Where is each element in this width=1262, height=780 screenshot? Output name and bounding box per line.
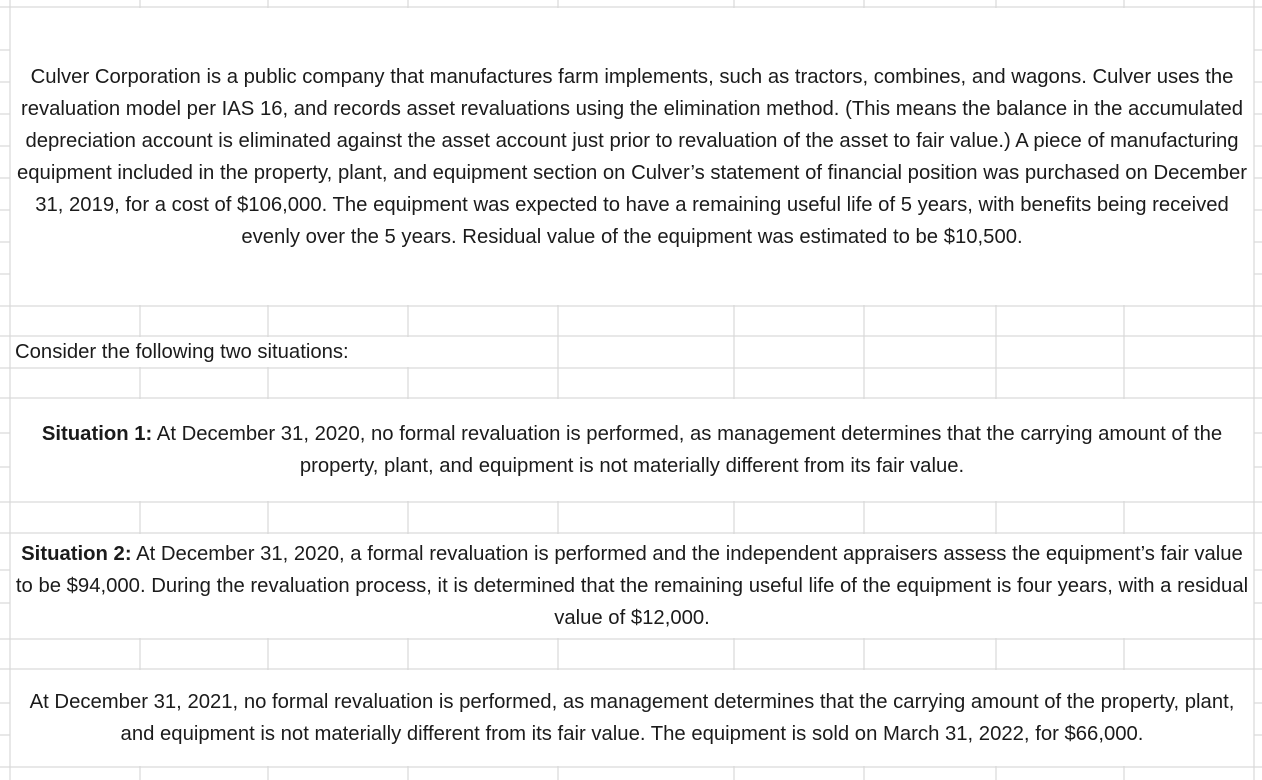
situation1-paragraph [15, 418, 1249, 482]
situation1-text: At December 31, 2020, no formal revaluation is performed, as management determines that the carrying amount of the property, plant, and equipment is not materially different from its fair value. [152, 423, 1223, 477]
intro-cell[interactable] [11, 8, 1253, 305]
situation2-cell[interactable] [11, 534, 1253, 638]
final-cell[interactable] [11, 670, 1253, 766]
situation2-text: At December 31, 2020, a formal revaluation is performed and the independent appraisers assess the equipment’s fair value to be $94,000. During the revaluation process, it is determined that the remaining useful life of the equipment is four years, with a residual value of $12,000. [15, 543, 1249, 629]
situation1-label: Situation 1: [41, 423, 153, 445]
consider-cell[interactable] [11, 337, 557, 367]
situation1-cell[interactable] [11, 399, 1253, 501]
intro-text: Culver Corporation is a public company that manufactures farm implements, such as tractors, combines, and wagons. Culver uses the revaluation model per IAS 16, and records asset revaluations using the elimination method. (This means the balance in the accumulated depreciation account is eliminated against the asset account just prior to revaluation of the asset to fair value.) A piece of manufacturing equipment included in the property, plant, and equipment section on Culver’s statement of financial position was purchased on December 31, 2019, for a cost of $106,000. The equipment was expected to have a remaining useful life of 5 years, with benefits being received evenly over the 5 years. Residual value of the equipment was estimated to be $10,500. [17, 65, 1247, 248]
situation2-paragraph [15, 538, 1249, 634]
final-text: At December 31, 2021, no formal revaluation is performed, as management determines that the carrying amount of the property, plant, and equipment is not materially different from its fair value. The equipment is sold on March 31, 2022, for $66,000. [29, 691, 1235, 745]
consider-text: Consider the following two situations: [15, 341, 349, 363]
situation2-label: Situation 2: [21, 543, 132, 565]
